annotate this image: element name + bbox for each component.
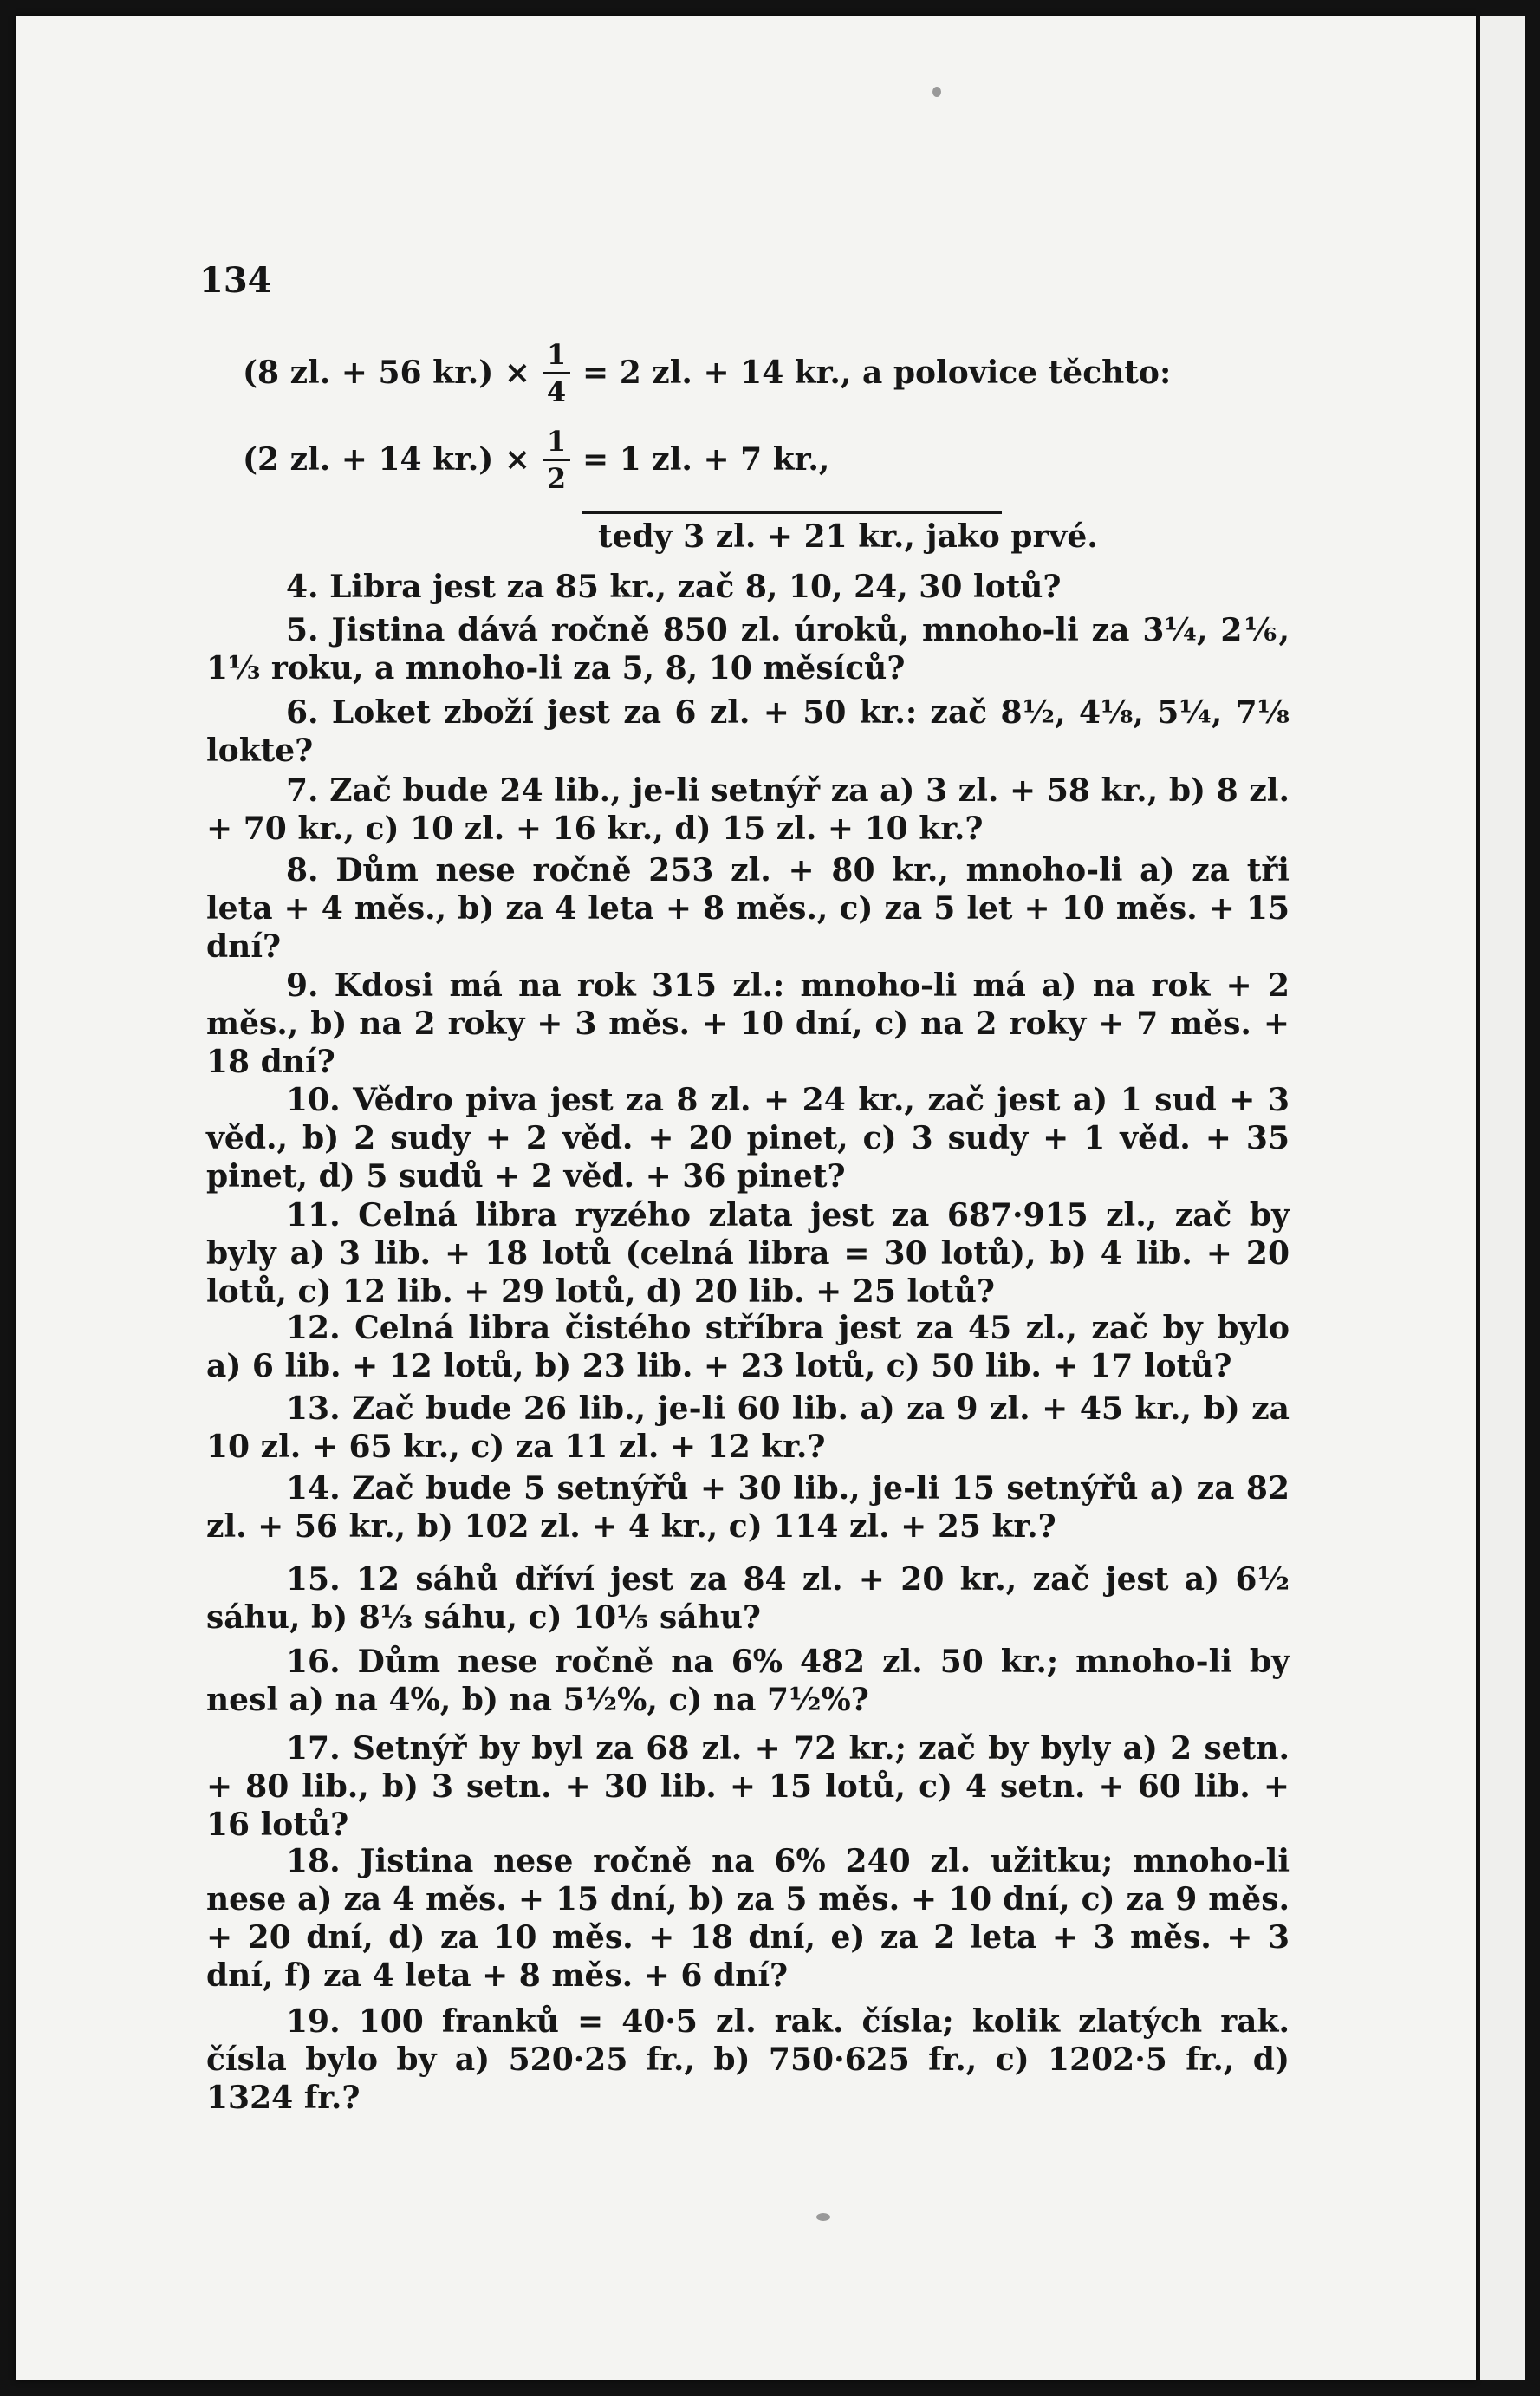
sum-rule	[582, 511, 1002, 514]
problem-18: 18. Jistina nese ročně na 6% 240 zl. užitku; mnoho-li nese a) za 4 měs. + 15 dní, b) za 5 měs. + 10 dní, c) za 9 měs. + 20 dní, d) za 10 měs. + 18 dní, e) za 2 leta + 3 měs. + 3 dní, f) za 4 leta + 8 měs. + 6 dní?	[206, 1843, 1290, 1994]
equation-total: tedy 3 zl. + 21 kr., jako prvé.	[598, 518, 1098, 555]
equation-line-2	[243, 425, 829, 494]
problem-9: 9. Kdosi má na rok 315 zl.: mnoho-li má a) na rok + 2 měs., b) na 2 roky + 3 měs. + 10 dní, c) na 2 roky + 7 měs. + 18 dní?	[206, 967, 1290, 1080]
paper-speck	[816, 2213, 830, 2221]
problem-16: 16. Dům nese ročně na 6% 482 zl. 50 kr.; mnoho-li by nesl a) na 4%, b) na 5½%, c) na 7½%?	[206, 1644, 1290, 1718]
fraction-one-half	[543, 424, 570, 495]
problem-15: 15. 12 sáhů dříví jest za 84 zl. + 20 kr., zač jest a) 6½ sáhu, b) 8⅓ sáhu, c) 10⅕ sáhu?	[206, 1561, 1290, 1636]
problem-7: 7. Zač bude 24 lib., je-li setnýř za a) 3 zl. + 58 kr., b) 8 zl. + 70 kr., c) 10 zl. + 16 kr., d) 15 zl. + 10 kr.?	[206, 772, 1290, 847]
equation-line-1	[243, 338, 1171, 407]
fraction-numerator: 1	[546, 337, 567, 371]
problem-8: 8. Dům nese ročně 253 zl. + 80 kr., mnoho-li a) za tři leta + 4 měs., b) za 4 leta + 8 měs., c) za 5 let + 10 měs. + 15 dní?	[206, 852, 1290, 965]
problem-11: 11. Celná libra ryzého zlata jest za 687·915 zl., zač by byly a) 3 lib. + 18 lotů (celná libra = 30 lotů), b) 4 lib. + 20 lotů, c) 12 lib. + 29 lotů, d) 20 lib. + 25 lotů?	[206, 1197, 1290, 1310]
equation-line-1-right: = 2 zl. + 14 kr., a polovice těchto:	[582, 355, 1172, 391]
problem-12: 12. Celná libra čistého stříbra jest za 45 zl., zač by bylo a) 6 lib. + 12 lotů, b) 23 lib. + 23 lotů, c) 50 lib. + 17 lotů?	[206, 1310, 1290, 1384]
adjacent-page-edge	[1480, 16, 1525, 2380]
equation-line-2-right: = 1 zl. + 7 kr.,	[582, 441, 830, 478]
problem-6: 6. Loket zboží jest za 6 zl. + 50 kr.: zač 8½, 4⅛, 5¼, 7⅛ lokte?	[206, 694, 1290, 769]
problem-19: 19. 100 franků = 40·5 zl. rak. čísla; kolik zlatých rak. čísla bylo by a) 520·25 fr., b) 750·625 fr., c) 1202·5 fr., d) 1324 fr.?	[206, 2003, 1290, 2116]
problem-13: 13. Zač bude 26 lib., je-li 60 lib. a) za 9 zl. + 45 kr., b) za 10 zl. + 65 kr., c) za 11 zl. + 12 kr.?	[206, 1390, 1290, 1465]
paper-speck	[932, 87, 941, 97]
fraction-denominator: 2	[546, 461, 567, 495]
equation-line-1-left: (8 zl. + 56 kr.) ×	[243, 355, 530, 391]
page-number: 134	[199, 260, 272, 301]
equation-line-2-left: (2 zl. + 14 kr.) ×	[243, 441, 530, 478]
fraction-denominator: 4	[546, 374, 567, 408]
fraction-numerator: 1	[546, 424, 567, 458]
problem-5: 5. Jistina dává ročně 850 zl. úroků, mnoho-li za 3¼, 2⅙, 1⅓ roku, a mnoho-li za 5, 8, 10 měsíců?	[206, 612, 1290, 687]
problem-14: 14. Zač bude 5 setnýřů + 30 lib., je-li 15 setnýřů a) za 82 zl. + 56 kr., b) 102 zl. + 4 kr., c) 114 zl. + 25 kr.?	[206, 1470, 1290, 1545]
problem-4: 4. Libra jest za 85 kr., zač 8, 10, 24, 30 lotů?	[286, 569, 1062, 605]
fraction-one-quarter	[543, 337, 570, 408]
problem-10: 10. Vědro piva jest za 8 zl. + 24 kr., zač jest a) 1 sud + 3 věd., b) 2 sudy + 2 věd. + 20 pinet, c) 3 sudy + 1 věd. + 35 pinet, d) 5 sudů + 2 věd. + 36 pinet?	[206, 1082, 1290, 1195]
problem-17: 17. Setnýř by byl za 68 zl. + 72 kr.; zač by byly a) 2 setn. + 80 lib., b) 3 setn. + 30 lib. + 15 lotů, c) 4 setn. + 60 lib. + 16 lotů?	[206, 1730, 1290, 1843]
